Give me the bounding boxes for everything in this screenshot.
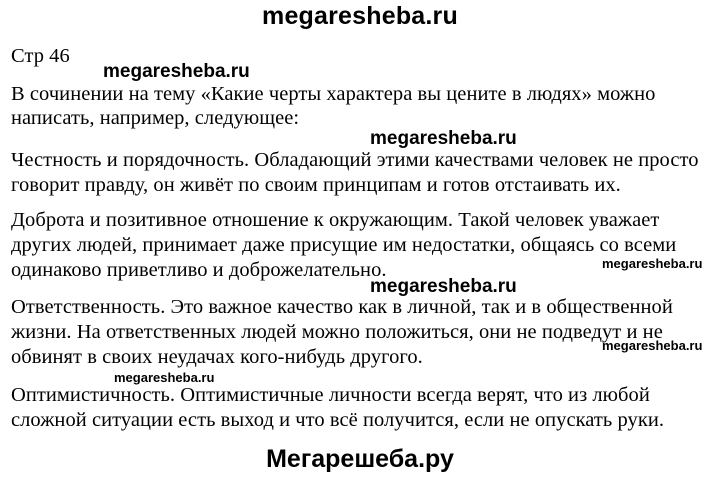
text-line-3: Честность и порядочность. Обладающий этими качествами человек не просто	[11, 149, 699, 171]
watermark-top: megaresheba.ru	[262, 2, 458, 30]
text-line-9: жизни. На ответственных людей можно положиться, они не подведут и не	[11, 321, 663, 343]
watermark-mid-1: megaresheba.ru	[103, 61, 250, 82]
text-line-2: написать, например, следующее:	[11, 107, 300, 129]
text-line-11: Оптимистичность. Оптимистичные личности всегда верят, что из любой	[11, 384, 650, 406]
watermark-small-1: megaresheba.ru	[602, 256, 703, 271]
text-line-8: Ответственность. Это важное качество как в личной, так и в общественной	[11, 296, 673, 318]
watermark-small-3: megaresheba.ru	[114, 370, 215, 385]
watermark-mid-2: megaresheba.ru	[370, 128, 517, 149]
text-line-6: других людей, принимает даже присущие им недостатки, общаясь со всеми	[11, 234, 677, 256]
text-line-4: говорит правду, он живёт по своим принципам и готов отстаивать их.	[11, 174, 621, 196]
text-line-5: Доброта и позитивное отношение к окружающим. Такой человек уважает	[11, 209, 660, 231]
page-label: Стр 46	[11, 45, 70, 67]
text-line-1: В сочинении на тему «Какие черты характера вы цените в людях» можно	[11, 83, 656, 105]
watermark-small-2: megaresheba.ru	[602, 338, 703, 353]
text-line-12: сложной ситуации есть выход и что всё получится, если не опускать руки.	[11, 409, 665, 431]
watermark-mid-3: megaresheba.ru	[370, 276, 517, 297]
watermark-bottom: Мегарешеба.ру	[266, 445, 454, 473]
text-line-10: обвинят в своих неудачах кого-нибудь другого.	[11, 346, 423, 368]
text-line-7: одинаково приветливо и доброжелательно.	[11, 259, 387, 281]
